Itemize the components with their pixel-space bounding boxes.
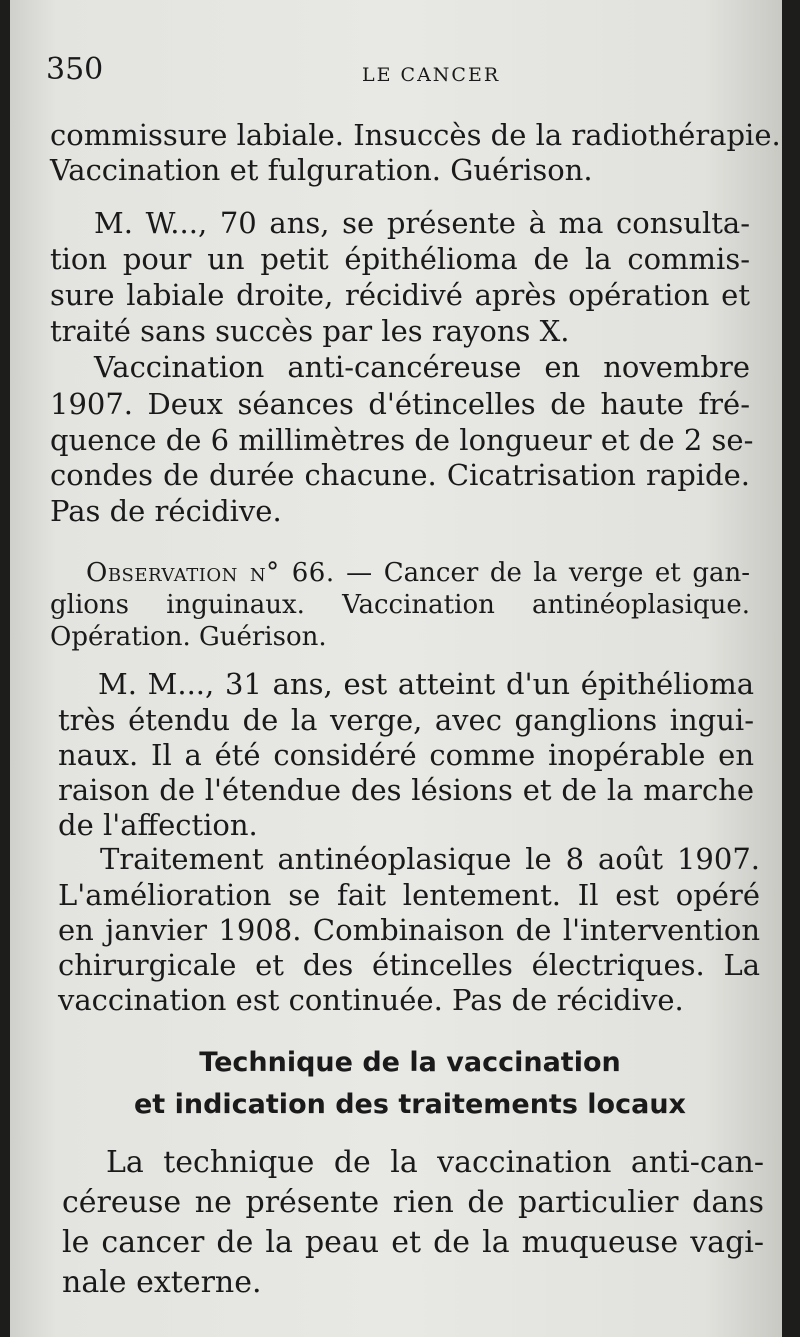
text-line: de l'affection. [58,808,258,842]
section-heading-line-2: et indication des traitements locaux [134,1089,686,1120]
text-line: sure labiale droite, récidivé après opération et [50,278,750,312]
page-number: 350 [46,52,104,87]
text-line: tion pour un petit épithélioma de la commis- [50,242,750,276]
observation-label: Observation n° 66. [86,558,335,588]
text-line: quence de 6 millimètres de longueur et de 2 se- [50,423,754,457]
text-line: céreuse ne présente rien de particulier dans [62,1185,764,1220]
book-page [10,0,782,1337]
text-line: 1907. Deux séances d'étincelles de haute fré- [50,387,750,421]
text-line: glions inguinaux. Vaccination antinéoplasique. [50,590,750,620]
text-line: commissure labiale. Insuccès de la radiothérapie. [50,118,781,152]
text-line: Traitement antinéoplasique le 8 août 1907. [100,842,760,876]
text-line: naux. Il a été considéré comme inopérable en [58,738,754,772]
text-line: raison de l'étendue des lésions et de la marche [58,773,754,807]
text-line: vaccination est continuée. Pas de récidive. [58,983,684,1017]
text-line: Vaccination anti-cancéreuse en novembre [94,350,750,384]
text-line: M. W..., 70 ans, se présente à ma consulta- [94,206,750,240]
section-heading-line-1: Technique de la vaccination [199,1047,621,1078]
page-header [46,52,766,92]
running-head: LE CANCER [362,64,501,86]
observation-title-rest: — Cancer de la verge et gan- [334,558,751,588]
text-line: très étendu de la verge, avec ganglions ingui- [58,703,754,737]
text-line: traité sans succès par les rayons X. [50,314,570,348]
observation-title-line [86,556,750,590]
text-line: le cancer de la peau et de la muqueuse vagi- [62,1225,764,1260]
text-line: Vaccination et fulguration. Guérison. [50,153,593,187]
text-line: M. M..., 31 ans, est atteint d'un épithélioma [98,667,754,701]
text-line: Pas de récidive. [50,494,282,528]
text-line: nale externe. [62,1265,262,1300]
text-line: La technique de la vaccination anti-can- [106,1145,764,1180]
text-line: Opération. Guérison. [50,622,327,652]
text-line: condes de durée chacune. Cicatrisation rapide. [50,458,750,492]
text-line: chirurgicale et des étincelles électriques. La [58,948,760,982]
text-line: L'amélioration se fait lentement. Il est opéré [58,878,760,912]
text-line: en janvier 1908. Combinaison de l'intervention [58,913,760,947]
